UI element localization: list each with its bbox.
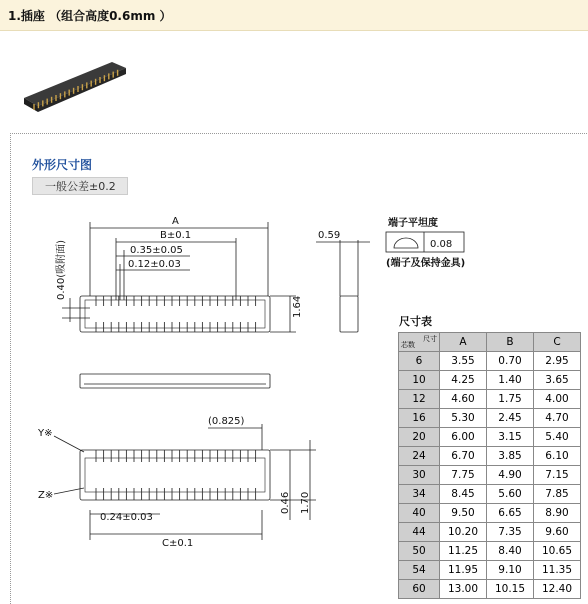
table-row: [399, 523, 581, 542]
cell-dimension: 6.00: [440, 428, 487, 447]
table-row: [399, 504, 581, 523]
table-row: [399, 580, 581, 599]
cell-dimension: 9.50: [440, 504, 487, 523]
cell-dimension: 3.85: [487, 447, 534, 466]
cell-dimension: 8.45: [440, 485, 487, 504]
dim-pitch-label: 0.35±0.05: [130, 245, 183, 256]
page-title: 1.插座 （组合高度0.6mm ）: [8, 9, 172, 23]
dim-suction-label: 0.40(吸附面): [56, 239, 67, 300]
table-row: [399, 561, 581, 580]
cell-dimension: 11.95: [440, 561, 487, 580]
table-row: [399, 466, 581, 485]
cell-dimension: 7.75: [440, 466, 487, 485]
cell-dimension: 11.35: [534, 561, 581, 580]
cell-dimension: 4.90: [487, 466, 534, 485]
table-row: [399, 428, 581, 447]
cell-dimension: 10.15: [487, 580, 534, 599]
flatness-title: 端子平坦度: [388, 218, 438, 229]
cell-dimension: 13.00: [440, 580, 487, 599]
dim-046-label: 0.46: [280, 491, 291, 514]
cell-dimension: 4.00: [534, 390, 581, 409]
cell-core-count: 20: [399, 428, 440, 447]
cell-dimension: 7.35: [487, 523, 534, 542]
flatness-value: 0.08: [430, 239, 453, 250]
cell-core-count: 30: [399, 466, 440, 485]
table-row: [399, 447, 581, 466]
col-header-c: C: [534, 333, 581, 352]
table-corner: 芯数 尺寸: [399, 333, 440, 352]
cell-dimension: 1.75: [487, 390, 534, 409]
cell-dimension: 10.20: [440, 523, 487, 542]
dimension-table: [398, 332, 581, 599]
dim-0825-label: (0.825): [208, 416, 245, 427]
dim-059-label: 0.59: [318, 230, 341, 241]
table-row: [399, 409, 581, 428]
cell-dimension: 4.60: [440, 390, 487, 409]
col-header-b: B: [487, 333, 534, 352]
cell-core-count: 54: [399, 561, 440, 580]
cell-dimension: 7.15: [534, 466, 581, 485]
col-header-a: A: [440, 333, 487, 352]
section-title: 外形尺寸图: [32, 158, 93, 172]
cell-dimension: 0.70: [487, 352, 534, 371]
cell-dimension: 2.45: [487, 409, 534, 428]
flatness-note: (端子及保持金具): [386, 258, 466, 269]
cell-dimension: 5.60: [487, 485, 534, 504]
cell-dimension: 5.40: [534, 428, 581, 447]
cell-dimension: 7.85: [534, 485, 581, 504]
cell-core-count: 10: [399, 371, 440, 390]
cell-core-count: 24: [399, 447, 440, 466]
dim-b-label: B±0.1: [160, 230, 192, 241]
table-row: [399, 485, 581, 504]
cell-dimension: 6.10: [534, 447, 581, 466]
cell-dimension: 1.40: [487, 371, 534, 390]
cell-dimension: 12.40: [534, 580, 581, 599]
table-row: [399, 542, 581, 561]
cell-dimension: 4.25: [440, 371, 487, 390]
dim-width-label: 0.12±0.03: [128, 259, 181, 270]
cell-dimension: 3.15: [487, 428, 534, 447]
table-row: [399, 390, 581, 409]
table-row: [399, 371, 581, 390]
cell-dimension: 5.30: [440, 409, 487, 428]
cell-core-count: 16: [399, 409, 440, 428]
cell-core-count: 12: [399, 390, 440, 409]
dim-c-label: C±0.1: [162, 538, 194, 549]
dim-a-label: A: [172, 216, 179, 227]
cell-dimension: 4.70: [534, 409, 581, 428]
front-view-body: [80, 374, 270, 388]
cell-dimension: 9.60: [534, 523, 581, 542]
cell-dimension: 3.65: [534, 371, 581, 390]
cell-core-count: 34: [399, 485, 440, 504]
cell-dimension: 8.90: [534, 504, 581, 523]
label-y: Y※: [38, 428, 53, 439]
cell-dimension: 2.95: [534, 352, 581, 371]
cell-dimension: 8.40: [487, 542, 534, 561]
table-row: [399, 352, 581, 371]
label-z: Z※: [38, 490, 54, 501]
cell-core-count: 50: [399, 542, 440, 561]
cell-dimension: 3.55: [440, 352, 487, 371]
cell-core-count: 44: [399, 523, 440, 542]
bottom-view-body: [80, 450, 270, 500]
cell-dimension: 10.65: [534, 542, 581, 561]
table-title: 尺寸表: [399, 315, 432, 328]
cell-dimension: 9.10: [487, 561, 534, 580]
dim-170-label: 1.70: [300, 491, 311, 514]
cell-dimension: 6.70: [440, 447, 487, 466]
cell-dimension: 6.65: [487, 504, 534, 523]
dim-164-label: 1.64: [292, 295, 303, 318]
tolerance-note: 一般公差±0.2: [32, 177, 128, 195]
cell-dimension: 11.25: [440, 542, 487, 561]
dim-024-label: 0.24±0.03: [100, 512, 153, 523]
cell-core-count: 60: [399, 580, 440, 599]
cell-core-count: 40: [399, 504, 440, 523]
cell-core-count: 6: [399, 352, 440, 371]
top-view-body: [80, 296, 270, 332]
